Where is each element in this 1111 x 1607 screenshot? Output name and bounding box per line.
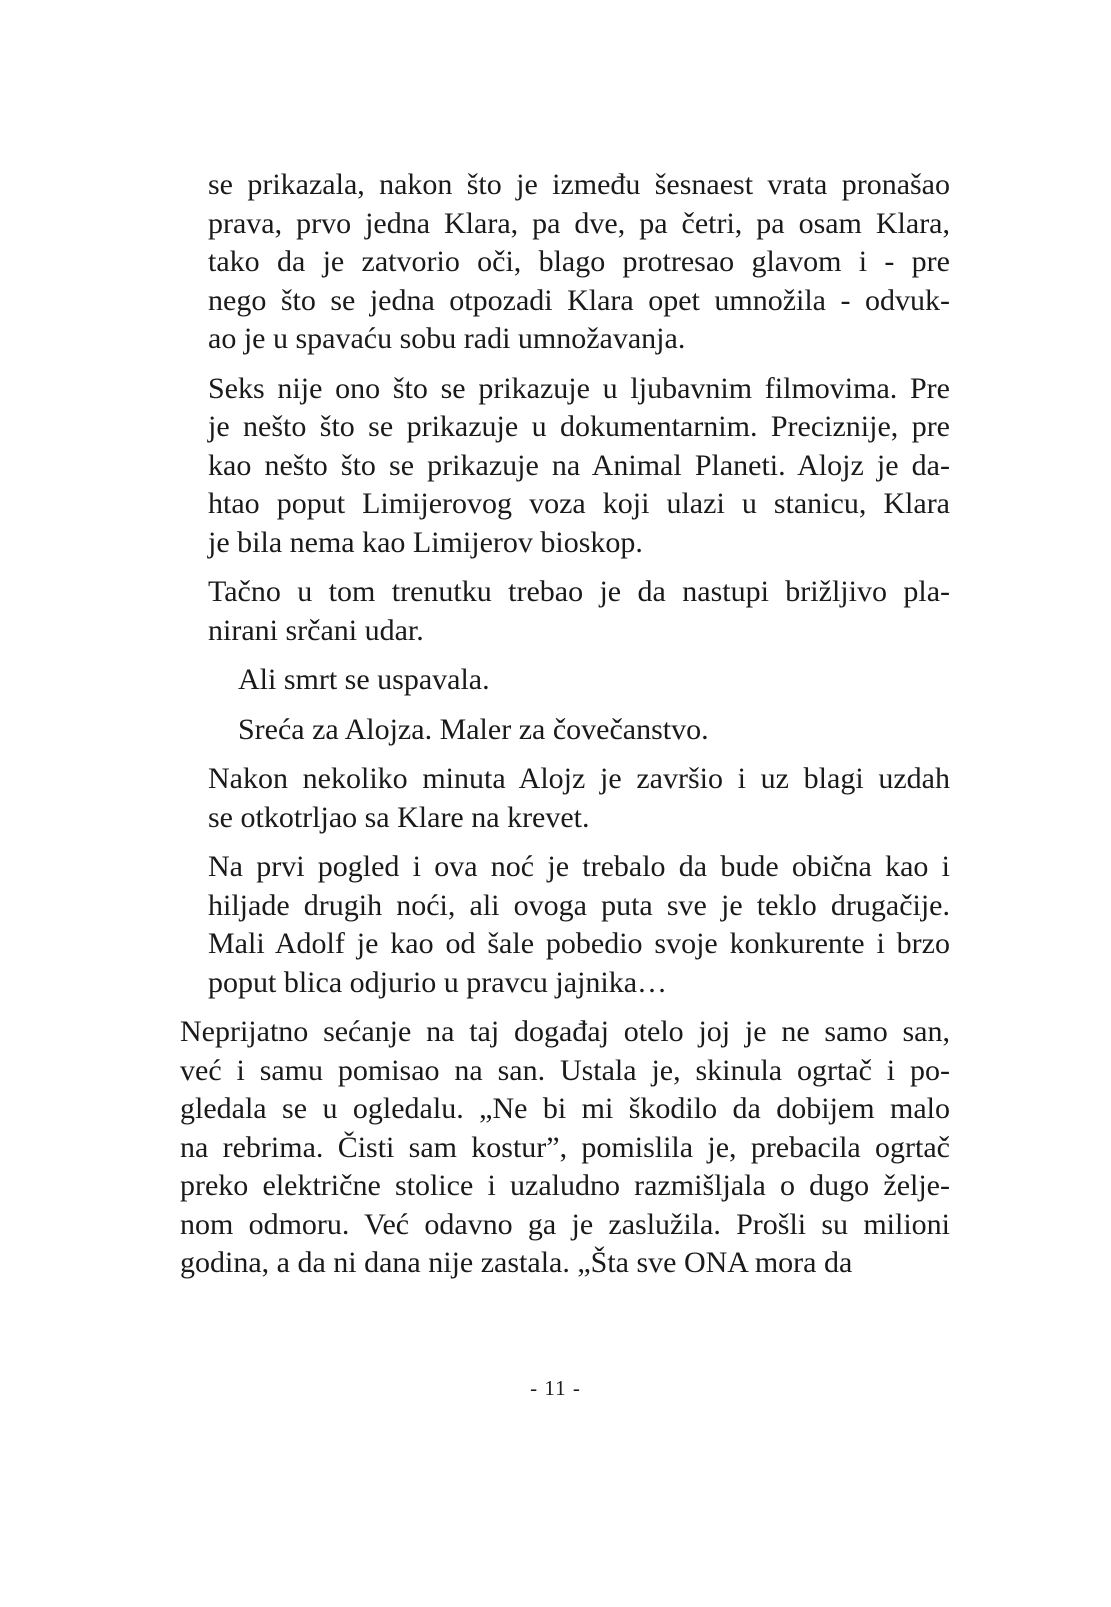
text-line: prava, prvo jedna Klara, pa dve, pa četri, pa osam Klara, <box>208 206 950 240</box>
paragraph <box>208 370 950 563</box>
text-line: preko električne stolice i uzaludno razmišljala o dugo želje- <box>180 1169 950 1202</box>
text-line: Mali Adolf je kao od šale pobedio svoje konkurente i brzo <box>208 927 950 960</box>
text-line: nirani srčani udar. <box>208 613 424 647</box>
paragraph-gap <box>180 359 950 370</box>
paragraph <box>180 1013 950 1283</box>
paragraph <box>208 573 950 650</box>
text-line: godina, a da ni dana nije zastala. „Šta sve ONA mora da <box>180 1246 853 1279</box>
text-line: Tačno u tom trenutku trebao je da nastupi brižljivo pla- <box>208 575 950 608</box>
text-line: je nešto što se prikazuje u dokumentarnim. Preciznije, pre <box>208 410 950 443</box>
text-line: Seks nije ono što se prikazuje u ljubavnim filmovima. Pre <box>208 371 950 405</box>
text-line: nego što se jedna otpozadi Klara opet umnožila - odvuk- <box>208 283 950 317</box>
text-line: na rebrima. Čisti sam kostur”, pomislila je, prebacila ogrtač <box>180 1130 950 1164</box>
text-line: hiljade drugih noći, ali ovoga puta sve je teklo drugačije. <box>208 888 950 922</box>
paragraph-gap <box>180 562 950 573</box>
paragraph <box>208 848 950 1002</box>
text-line: nom odmoru. Već odavno ga je zaslužila. Prošli su milioni <box>180 1207 950 1241</box>
text-line: Sreća za Alojza. Maler za čovečanstvo. <box>238 712 709 746</box>
text-line: poput blica odjurio u pravcu jajnika… <box>208 965 668 999</box>
paragraph <box>238 711 950 750</box>
text-line: Neprijatno sećanje na taj događaj otelo joj je ne samo san, <box>180 1015 950 1048</box>
page-number: - 11 - <box>530 1376 581 1400</box>
text-line: je bila nema kao Limijerov bioskop. <box>208 525 643 559</box>
text-line: kao nešto što se prikazuje na Animal Planeti. Alojz je da- <box>208 448 950 482</box>
text-line: htao poput Limijerovog voza koji ulazi u stanicu, Klara <box>208 487 950 520</box>
paragraph-gap <box>180 749 950 760</box>
paragraph-gap <box>180 1002 950 1013</box>
paragraph <box>238 661 950 700</box>
text-line: se prikazala, nakon što je između šesnaest vrata pronašao <box>208 168 950 201</box>
text-line: ao je u spavaću sobu radi umnožavanja. <box>208 322 686 355</box>
paragraph-gap <box>180 700 950 711</box>
body-text <box>180 166 950 1283</box>
text-line: već i samu pomisao na san. Ustala je, skinula ogrtač i po- <box>180 1053 950 1087</box>
paragraph <box>208 166 950 359</box>
text-line: Nakon nekoliko minuta Alojz je završio i uz blagi uzdah <box>208 762 950 795</box>
paragraph <box>208 760 950 837</box>
text-line: Na prvi pogled i ova noć je trebalo da bude obična kao i <box>208 850 950 883</box>
text-line: Ali smrt se uspavala. <box>238 663 490 696</box>
text-line: gledala se u ogledalu. „Ne bi mi škodilo da dobijem malo <box>180 1092 950 1125</box>
text-line: se otkotrljao sa Klare na krevet. <box>208 800 590 834</box>
text-line: tako da je zatvorio oči, blago protresao glavom i - pre <box>208 245 950 278</box>
paragraph-gap <box>180 650 950 661</box>
paragraph-gap <box>180 837 950 848</box>
